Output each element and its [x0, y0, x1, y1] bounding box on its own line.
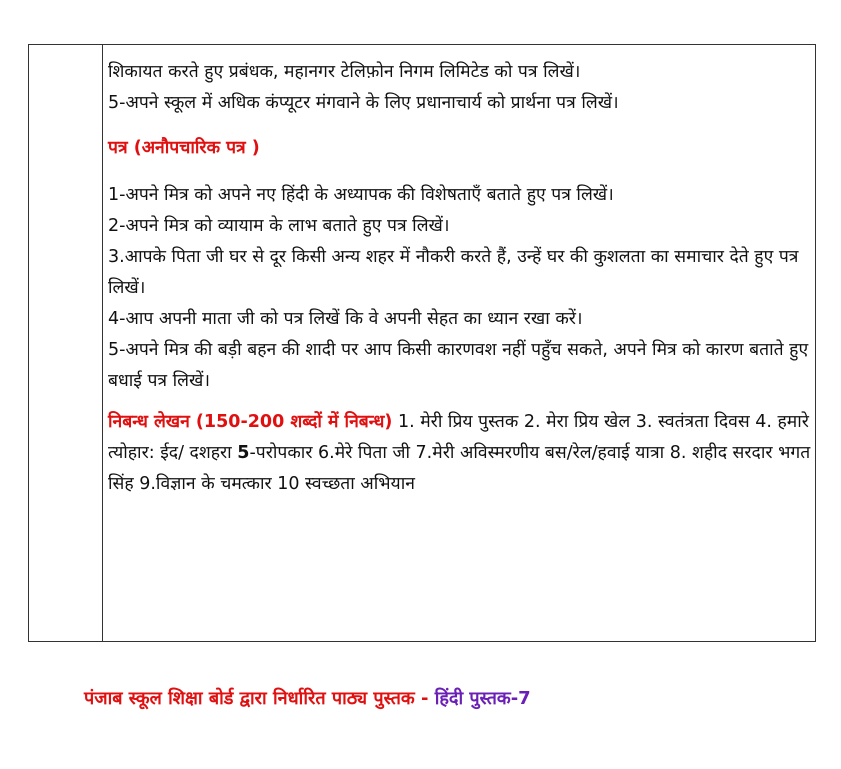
informal-letters-heading: पत्र (अनौपचारिक पत्र ) [108, 138, 260, 158]
essay-topics-part-1: 1. मेरी प्रिय पुस्तक 2. मेरा प्रिय खेल 3. स्वतंत्रता दिवस 4. हमारे त्योहार: ईद/ दशहरा [108, 412, 809, 463]
list-item: 5-अपने मित्र की बड़ी बहन की शादी पर आप किसी कारणवश नहीं पहुँच सकते, अपने मित्र को कारण बताते हुए बधाई पत्र लिखें। [108, 340, 809, 391]
intro-line: शिकायत करते हुए प्रबंधक, महानगर टेलिफ़ोन निगम लिमिटेड को पत्र लिखें। [108, 62, 581, 82]
essay-topics-part-2: -परोपकार 6.मेरे पिता जी 7.मेरी अविस्मरणीय बस/रेल/हवाई यात्रा 8. शहीद सरदार भगत सिंह 9.विज्ञान के चमत्कार 10 स्वच्छता अभियान [108, 443, 811, 494]
list-item: 2-अपने मित्र को व्यायाम के लाभ बताते हुए पत्र लिखें। [108, 216, 450, 236]
list-item: 4-आप अपनी माता जी को पत्र लिखें कि वे अपनी सेहत का ध्यान रखा करें। [108, 309, 583, 329]
page-footer [84, 686, 531, 710]
essay-topic-5-number: 5 [237, 443, 250, 463]
footer-book-name: हिंदी पुस्तक-7 [434, 688, 531, 709]
list-item: 3.आपके पिता जी घर से दूर किसी अन्य शहर में नौकरी करते हैं, उन्हें घर की कुशलता का समाचार देते हुए पत्र लिखें। [108, 247, 799, 298]
essay-writing-block [108, 407, 813, 500]
column-divider [102, 45, 103, 641]
informal-letters-list [108, 180, 813, 397]
intro-item-5: 5-अपने स्कूल में अधिक कंप्यूटर मंगवाने के लिए प्रधानाचार्य को प्रार्थना पत्र लिखें। [108, 93, 619, 113]
footer-source-text: पंजाब स्कूल शिक्षा बोर्ड द्वारा निर्धारित पाठ्य पुस्तक - [84, 688, 435, 709]
essay-writing-heading: निबन्ध लेखन (150-200 शब्दों में निबन्ध) [108, 412, 393, 432]
list-item: 1-अपने मित्र को अपने नए हिंदी के अध्यापक की विशेषताएँ बताते हुए पत्र लिखें। [108, 185, 614, 205]
content-cell [108, 57, 813, 500]
syllabus-table [28, 44, 816, 642]
